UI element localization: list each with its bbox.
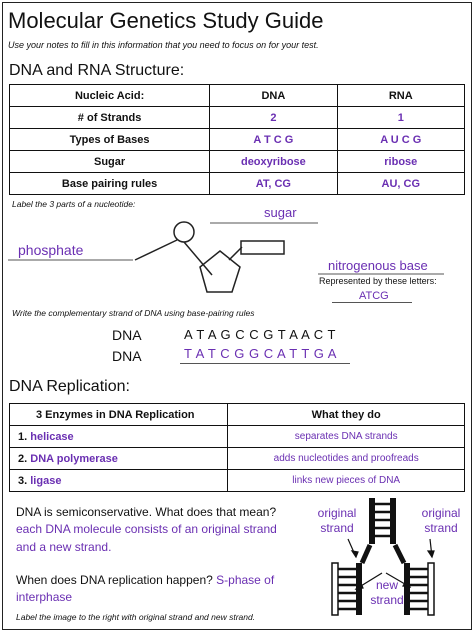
table-header-cell: DNA — [210, 85, 337, 107]
strand-label-2: DNA — [112, 348, 142, 364]
enzyme-function: links new pieces of DNA — [228, 470, 465, 492]
nucleotide-instruction: Label the 3 parts of a nucleotide: — [12, 199, 136, 209]
answer-line — [180, 363, 350, 364]
enzyme-function: separates DNA strands — [228, 426, 465, 448]
page-title: Molecular Genetics Study Guide — [8, 8, 324, 33]
table-row — [10, 470, 465, 492]
label-new-strand-2: strand — [370, 593, 404, 607]
table-header-cell: Nucleic Acid: — [10, 85, 210, 107]
dna-value: AT, CG — [210, 173, 337, 195]
enzyme-cell — [10, 426, 228, 448]
label-phosphate: phosphate — [18, 242, 84, 258]
dna-strand-complement: T A T C G G C A T T G A — [184, 346, 337, 361]
dna-strand-original: A T A G C C G T A A C T — [184, 327, 336, 342]
table-header-cell: 3 Enzymes in DNA Replication — [10, 404, 228, 426]
dna-value: deoxyribose — [210, 151, 337, 173]
label-nitrogenous-base: nitrogenous base — [328, 258, 428, 273]
label-original-strand-right-1: original — [421, 506, 461, 520]
enzymes-table — [9, 403, 465, 492]
when-answer-1: S-phase of — [216, 573, 275, 587]
answer-line — [332, 302, 412, 303]
enzyme-function: adds nucleotides and proofreads — [228, 448, 465, 470]
table-header-cell: What they do — [228, 404, 465, 426]
label-original-strand-left-1: original — [317, 506, 357, 520]
table-row — [10, 173, 465, 195]
footer-instruction: Label the image to the right with original strand and new strand. — [16, 612, 256, 622]
row-label: Base pairing rules — [10, 173, 210, 195]
semiconservative-answer-1: each DNA molecule consists of an original strand — [16, 522, 277, 536]
section-heading-replication: DNA Replication: — [9, 378, 130, 395]
rna-value: 1 — [337, 107, 464, 129]
page-subtitle: Use your notes to fill in this information that you need to focus on for your test. — [8, 40, 319, 50]
when-question — [16, 573, 274, 587]
label-original-strand-right-2: strand — [424, 521, 458, 535]
table-row — [10, 151, 465, 173]
dna-value: A T C G — [210, 129, 337, 151]
enzyme-number: 3. — [18, 474, 28, 487]
row-label: # of Strands — [10, 107, 210, 129]
row-label: Sugar — [10, 151, 210, 173]
semiconservative-question: DNA is semiconservative. What does that mean? — [16, 505, 277, 519]
rna-value: ribose — [337, 151, 464, 173]
row-label: Types of Bases — [10, 129, 210, 151]
enzyme-name: helicase — [30, 430, 74, 443]
section-heading-structure: DNA and RNA Structure: — [9, 62, 185, 79]
enzyme-name: ligase — [30, 474, 62, 487]
table-row — [10, 129, 465, 151]
label-sugar: sugar — [264, 205, 297, 220]
when-answer-2: interphase — [16, 590, 73, 604]
base-letters: ATCG — [359, 290, 389, 302]
dna-value: 2 — [210, 107, 337, 129]
enzyme-number: 1. — [18, 430, 28, 443]
rna-value: AU, CG — [337, 173, 464, 195]
dna-rna-table — [9, 84, 465, 195]
enzyme-number: 2. — [18, 452, 28, 465]
label-new-strand-1: new — [375, 578, 398, 592]
table-header-cell: RNA — [337, 85, 464, 107]
enzyme-cell — [10, 470, 228, 492]
label-original-strand-left-2: strand — [320, 521, 354, 535]
represented-by-text: Represented by these letters: — [319, 276, 437, 286]
table-row — [10, 448, 465, 470]
table-row — [10, 426, 465, 448]
semiconservative-answer-2: and a new strand. — [16, 540, 112, 554]
complement-instruction: Write the complementary strand of DNA using base-pairing rules — [12, 308, 255, 318]
enzyme-cell — [10, 448, 228, 470]
table-row — [10, 107, 465, 129]
when-question-text: When does DNA replication happen? — [16, 573, 213, 587]
enzyme-name: DNA polymerase — [30, 452, 118, 465]
strand-label-1: DNA — [112, 327, 142, 343]
rna-value: A U C G — [337, 129, 464, 151]
